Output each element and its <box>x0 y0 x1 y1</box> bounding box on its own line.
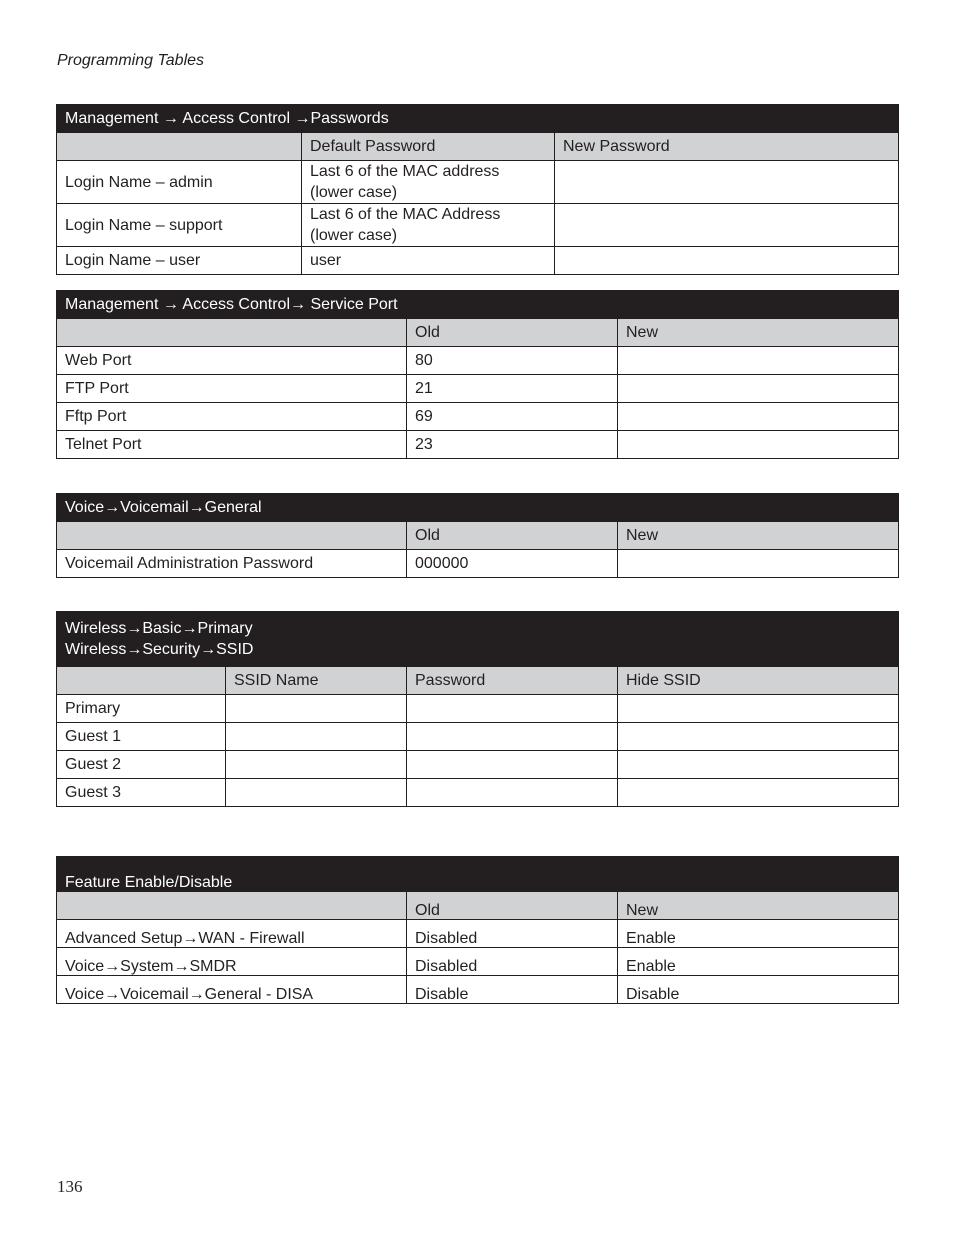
table-row <box>57 751 899 779</box>
column-header: Old <box>407 522 618 550</box>
column-header: New <box>618 522 899 550</box>
feature-table <box>56 856 899 1004</box>
title-line: Wireless→Basic→Primary <box>65 620 253 637</box>
service-port-table <box>56 290 899 459</box>
table-cell[interactable] <box>618 779 899 807</box>
column-header <box>57 133 302 161</box>
table-cell[interactable] <box>618 375 899 403</box>
table-cell[interactable] <box>555 161 899 204</box>
row-label: Login Name – support <box>57 204 302 247</box>
table-cell[interactable] <box>618 431 899 459</box>
column-header: Old <box>407 319 618 347</box>
table-row <box>57 976 899 1004</box>
table-cell: Disabled <box>407 948 618 976</box>
passwords-table <box>56 104 899 275</box>
title-line: Wireless→Security→SSID <box>65 641 254 658</box>
table-cell: 69 <box>407 403 618 431</box>
column-header: Default Password <box>302 133 555 161</box>
table-cell: 000000 <box>407 550 618 578</box>
column-header: SSID Name <box>226 667 407 695</box>
table-cell: Last 6 of the MAC address (lower case) <box>302 161 555 204</box>
page-number: 136 <box>57 1177 83 1196</box>
row-label: Telnet Port <box>57 431 407 459</box>
row-label: Advanced Setup→WAN - Firewall <box>57 920 407 948</box>
table-cell: Enable <box>618 920 899 948</box>
table-title <box>57 612 899 667</box>
table-row <box>57 723 899 751</box>
column-header: Password <box>407 667 618 695</box>
table-cell[interactable] <box>226 723 407 751</box>
table-row <box>57 779 899 807</box>
column-header <box>57 522 407 550</box>
table-cell[interactable] <box>407 751 618 779</box>
table-cell[interactable] <box>618 751 899 779</box>
table-title: Voice→Voicemail→General <box>57 494 899 522</box>
row-label: Guest 2 <box>57 751 226 779</box>
column-header <box>57 892 407 920</box>
voicemail-table <box>56 493 899 578</box>
table-row <box>57 920 899 948</box>
table-cell: 23 <box>407 431 618 459</box>
column-header: New <box>618 892 899 920</box>
table-title: Feature Enable/Disable <box>57 857 899 892</box>
table-title: Management → Access Control →Passwords <box>57 105 899 133</box>
row-label: Guest 3 <box>57 779 226 807</box>
table-row <box>57 347 899 375</box>
table-cell[interactable] <box>226 751 407 779</box>
row-label: Voice→Voicemail→General - DISA <box>57 976 407 1004</box>
column-header <box>57 667 226 695</box>
table-cell[interactable] <box>618 347 899 375</box>
row-label: Fftp Port <box>57 403 407 431</box>
table-cell: Disable <box>407 976 618 1004</box>
table-cell: 80 <box>407 347 618 375</box>
row-label: Login Name – user <box>57 247 302 275</box>
table-row <box>57 948 899 976</box>
column-header <box>57 319 407 347</box>
table-cell[interactable] <box>618 403 899 431</box>
table-title: Management → Access Control→ Service Port <box>57 291 899 319</box>
running-header: Programming Tables <box>57 52 205 69</box>
table-cell[interactable] <box>407 779 618 807</box>
table-cell: 21 <box>407 375 618 403</box>
table-row <box>57 204 899 247</box>
row-label: Primary <box>57 695 226 723</box>
table-cell[interactable] <box>555 204 899 247</box>
table-row <box>57 550 899 578</box>
table-cell[interactable] <box>407 695 618 723</box>
table-row <box>57 375 899 403</box>
row-label: Voice→System→SMDR <box>57 948 407 976</box>
table-row <box>57 247 899 275</box>
row-label: Guest 1 <box>57 723 226 751</box>
table-cell[interactable] <box>226 695 407 723</box>
table-cell[interactable] <box>618 723 899 751</box>
table-cell: Enable <box>618 948 899 976</box>
table-cell: Disable <box>618 976 899 1004</box>
row-label: FTP Port <box>57 375 407 403</box>
table-cell[interactable] <box>618 550 899 578</box>
column-header: New Password <box>555 133 899 161</box>
table-cell: Disabled <box>407 920 618 948</box>
wireless-ssid-table <box>56 611 899 807</box>
column-header: New <box>618 319 899 347</box>
table-row <box>57 695 899 723</box>
column-header: Hide SSID <box>618 667 899 695</box>
table-cell[interactable] <box>618 695 899 723</box>
column-header: Old <box>407 892 618 920</box>
table-cell: user <box>302 247 555 275</box>
row-label: Login Name – admin <box>57 161 302 204</box>
table-cell[interactable] <box>407 723 618 751</box>
table-cell[interactable] <box>555 247 899 275</box>
table-row <box>57 403 899 431</box>
row-label: Voicemail Administration Password <box>57 550 407 578</box>
table-cell: Last 6 of the MAC Address (lower case) <box>302 204 555 247</box>
table-row <box>57 161 899 204</box>
row-label: Web Port <box>57 347 407 375</box>
table-row <box>57 431 899 459</box>
table-cell[interactable] <box>226 779 407 807</box>
